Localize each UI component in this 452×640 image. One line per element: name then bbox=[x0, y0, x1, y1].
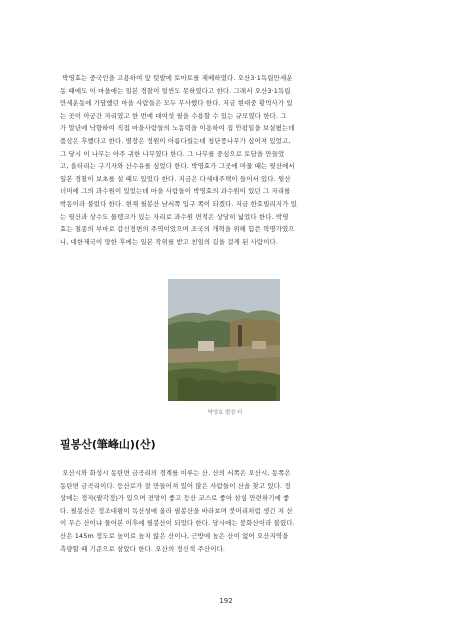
photo-caption: 박영효 별장 터 bbox=[207, 410, 243, 416]
body-paragraph-park-younghyo: 박영효는 중국인을 고용하여 앞 텃밭에 토마토를 재배하였다. 오산3·1독립만세운 동 때에도 이 마을에는 일본 경찰이 얼씬도 못하였다고 한다. 그래서 오산3·1독립 만세운동에 가담했던 마을 사람들은 모두 무사했다 한다. 지금 현대중 황먹사가 있 는 곳이 아궁간 자리였고 한 번에 대여섯 필을 수용할 수 있는 규모였다 한다. 그 가 말년에 낙향하여 직접 마을사람들의 노동력을 이용하여 집 안팎일을 보살폈는데 품삯은 후했다고 한다. 별장은 정원이 아름다웠는데 청단풍나무가 심어져 있었고, 그 당시 이 나무는 아주 귀한 나무였다 한다. 그 나무를 중심으로 토담을 만들었 고, 울타리는 구기자와 산수유를 심었다 한다. 박영효가 그곳에 머물 때는 뒷산에서 일본 경찰이 보초를 설 때도 있었다 한다. 지금은 다세대주택이 들어서 있다. 뒷산 너머에 그의 과수원이 있었는데 마을 사람들이 박영효의 과수원이 있던 그 자리를 박동이라 불렀다 한다. 현재 필봉산 남서쪽 입구 쪽이 되겠다. 지금 한호빌리지가 있 는 뒷산과 상수도 물탱크가 있는 자리로 과수원 면적은 상당히 넓었다 한다. 박영 효는 철종의 부마로 갑신정변의 주역이었으며 조국의 개혁을 위해 힘쓴 혁명가였으 나, 대한제국이 망한 후에는 일본 작위를 받고 친일의 길을 걸게 된 사람이다. bbox=[60, 74, 298, 246]
page-number: 192 bbox=[219, 597, 233, 605]
villa-site-photo bbox=[168, 279, 280, 401]
villa-site-photo-image bbox=[168, 279, 280, 401]
body-paragraph-pilbongsan: 오산시와 화성시 동탄면 금곡리의 경계를 이루는 산. 산의 서쪽은 오산시, 동쪽은 동탄면 금곡리이다. 등산로가 잘 만들어져 있어 많은 사람들이 산을 찾고 있다. 정 상에는 정자(팔각정)가 있으며 전망이 좋고 등산 코스로 좋아 삼심 만련하기에 좋 다. 필봉산은 정조대왕이 독산성에 올라 필봉산을 바라보며 붓머리처럼 생긴 저 산 이 무슨 산이냐 물어본 이후에 필봉산이 되었다 한다. 당시에는 붕화산이라 불렸다. 산은 145m 정도로 높이로 높지 않은 산이나, 근방에 높은 산이 없어 오산지역을 측량할 때 기준으로 삼았다 한다. 오산의 정신적 주산이다. bbox=[60, 469, 295, 553]
section-heading: 필봉산(筆峰山)(산) bbox=[60, 438, 156, 451]
